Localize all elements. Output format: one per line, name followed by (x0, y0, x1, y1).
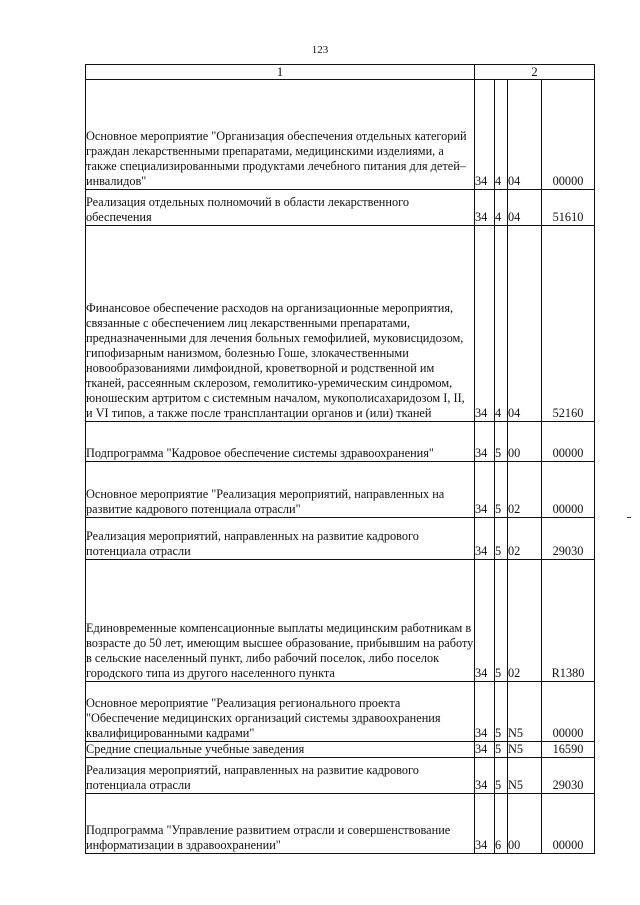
row-description: Подпрограмма "Кадровое обеспечение системы здравоохранения" (86, 422, 475, 462)
table-row (86, 758, 595, 794)
code-program: 34 (475, 682, 495, 742)
code-subprogram: 4 (495, 226, 508, 422)
code-program: 34 (475, 422, 495, 462)
code-subprogram: 5 (495, 518, 508, 560)
code-direction: 00000 (542, 794, 595, 854)
code-event: 00 (508, 422, 542, 462)
code-subprogram: 5 (495, 682, 508, 742)
row-description: Единовременные компенсационные выплаты медицинским работникам в возрасте до 50 лет, имеющим высшее образование, прибывшим на работу в сельские населенный пункт, либо рабочий поселок, либо поселок городского типа из другого населенного пункта (86, 560, 475, 682)
table-row (86, 518, 595, 560)
budget-table (85, 64, 595, 854)
code-subprogram: 4 (495, 80, 508, 190)
header-row (86, 65, 595, 80)
code-event: 02 (508, 518, 542, 560)
code-program: 34 (475, 190, 495, 226)
table-row (86, 682, 595, 742)
code-direction: 00000 (542, 462, 595, 518)
table-row (86, 794, 595, 854)
code-program: 34 (475, 758, 495, 794)
code-subprogram: 6 (495, 794, 508, 854)
code-event: N5 (508, 682, 542, 742)
code-event: 00 (508, 794, 542, 854)
code-subprogram: 5 (495, 758, 508, 794)
code-subprogram: 5 (495, 560, 508, 682)
table-row (86, 462, 595, 518)
code-event: 04 (508, 80, 542, 190)
table-row (86, 80, 595, 190)
table-row (86, 226, 595, 422)
code-direction: 16590 (542, 742, 595, 758)
row-description: Подпрограмма "Управление развитием отрасли и совершенствование информатизации в здравоохранении" (86, 794, 475, 854)
row-description: Основное мероприятие "Реализация мероприятий, направленных на развитие кадрового потенциала отрасли" (86, 462, 475, 518)
code-program: 34 (475, 226, 495, 422)
code-event: 02 (508, 560, 542, 682)
table-row (86, 742, 595, 758)
code-direction: 00000 (542, 682, 595, 742)
header-col-2: 2 (475, 65, 595, 80)
code-program: 34 (475, 742, 495, 758)
code-subprogram: 4 (495, 190, 508, 226)
code-program: 34 (475, 794, 495, 854)
code-subprogram: 5 (495, 422, 508, 462)
code-direction: 29030 (542, 518, 595, 560)
row-description: Реализация мероприятий, направленных на развитие кадрового потенциала отрасли (86, 518, 475, 560)
row-description: Реализация мероприятий, направленных на развитие кадрового потенциала отрасли (86, 758, 475, 794)
code-program: 34 (475, 462, 495, 518)
code-event: 02 (508, 462, 542, 518)
code-direction: R1380 (542, 560, 595, 682)
row-description: Основное мероприятие "Организация обеспечения отдельных категорий граждан лекарственными препаратами, медицинскими изделиями, а также специализированными продуктами лечебного питания для детей–инвалидов" (86, 80, 475, 190)
code-event: N5 (508, 758, 542, 794)
row-description: Основное мероприятие "Реализация регионального проекта "Обеспечение медицинских организаций системы здравоохранения квалифицированными кадрами" (86, 682, 475, 742)
code-program: 34 (475, 80, 495, 190)
code-direction: 29030 (542, 758, 595, 794)
row-description: Средние специальные учебные заведения (86, 742, 475, 758)
header-col-1: 1 (86, 65, 475, 80)
code-direction: 52160 (542, 226, 595, 422)
code-event: N5 (508, 742, 542, 758)
row-description: Реализация отдельных полномочий в области лекарственного обеспечения (86, 190, 475, 226)
code-subprogram: 5 (495, 462, 508, 518)
code-event: 04 (508, 226, 542, 422)
margin-mark (627, 517, 631, 518)
table-row (86, 190, 595, 226)
code-program: 34 (475, 560, 495, 682)
code-direction: 00000 (542, 422, 595, 462)
row-description: Финансовое обеспечение расходов на организационные мероприятия, связанные с обеспечением лиц лекарственными препаратами, предназначенными для лечения больных гемофилией, муковисцидозом, гипофизарным нанизмом, болезнью Гоше, злокачественными новообразованиями лимфоидной, кроветворной и родственной им тканей, рассеянным склерозом, гемолитико-уремическим синдромом, юношеским артритом с системным началом, мукополисахаридозом I, II, и VI типов, а также после трансплантации органов и (или) тканей (86, 226, 475, 422)
table-row (86, 422, 595, 462)
table-row (86, 560, 595, 682)
code-subprogram: 5 (495, 742, 508, 758)
code-program: 34 (475, 518, 495, 560)
code-event: 04 (508, 190, 542, 226)
page-number: 123 (311, 44, 329, 56)
code-direction: 51610 (542, 190, 595, 226)
code-direction: 00000 (542, 80, 595, 190)
